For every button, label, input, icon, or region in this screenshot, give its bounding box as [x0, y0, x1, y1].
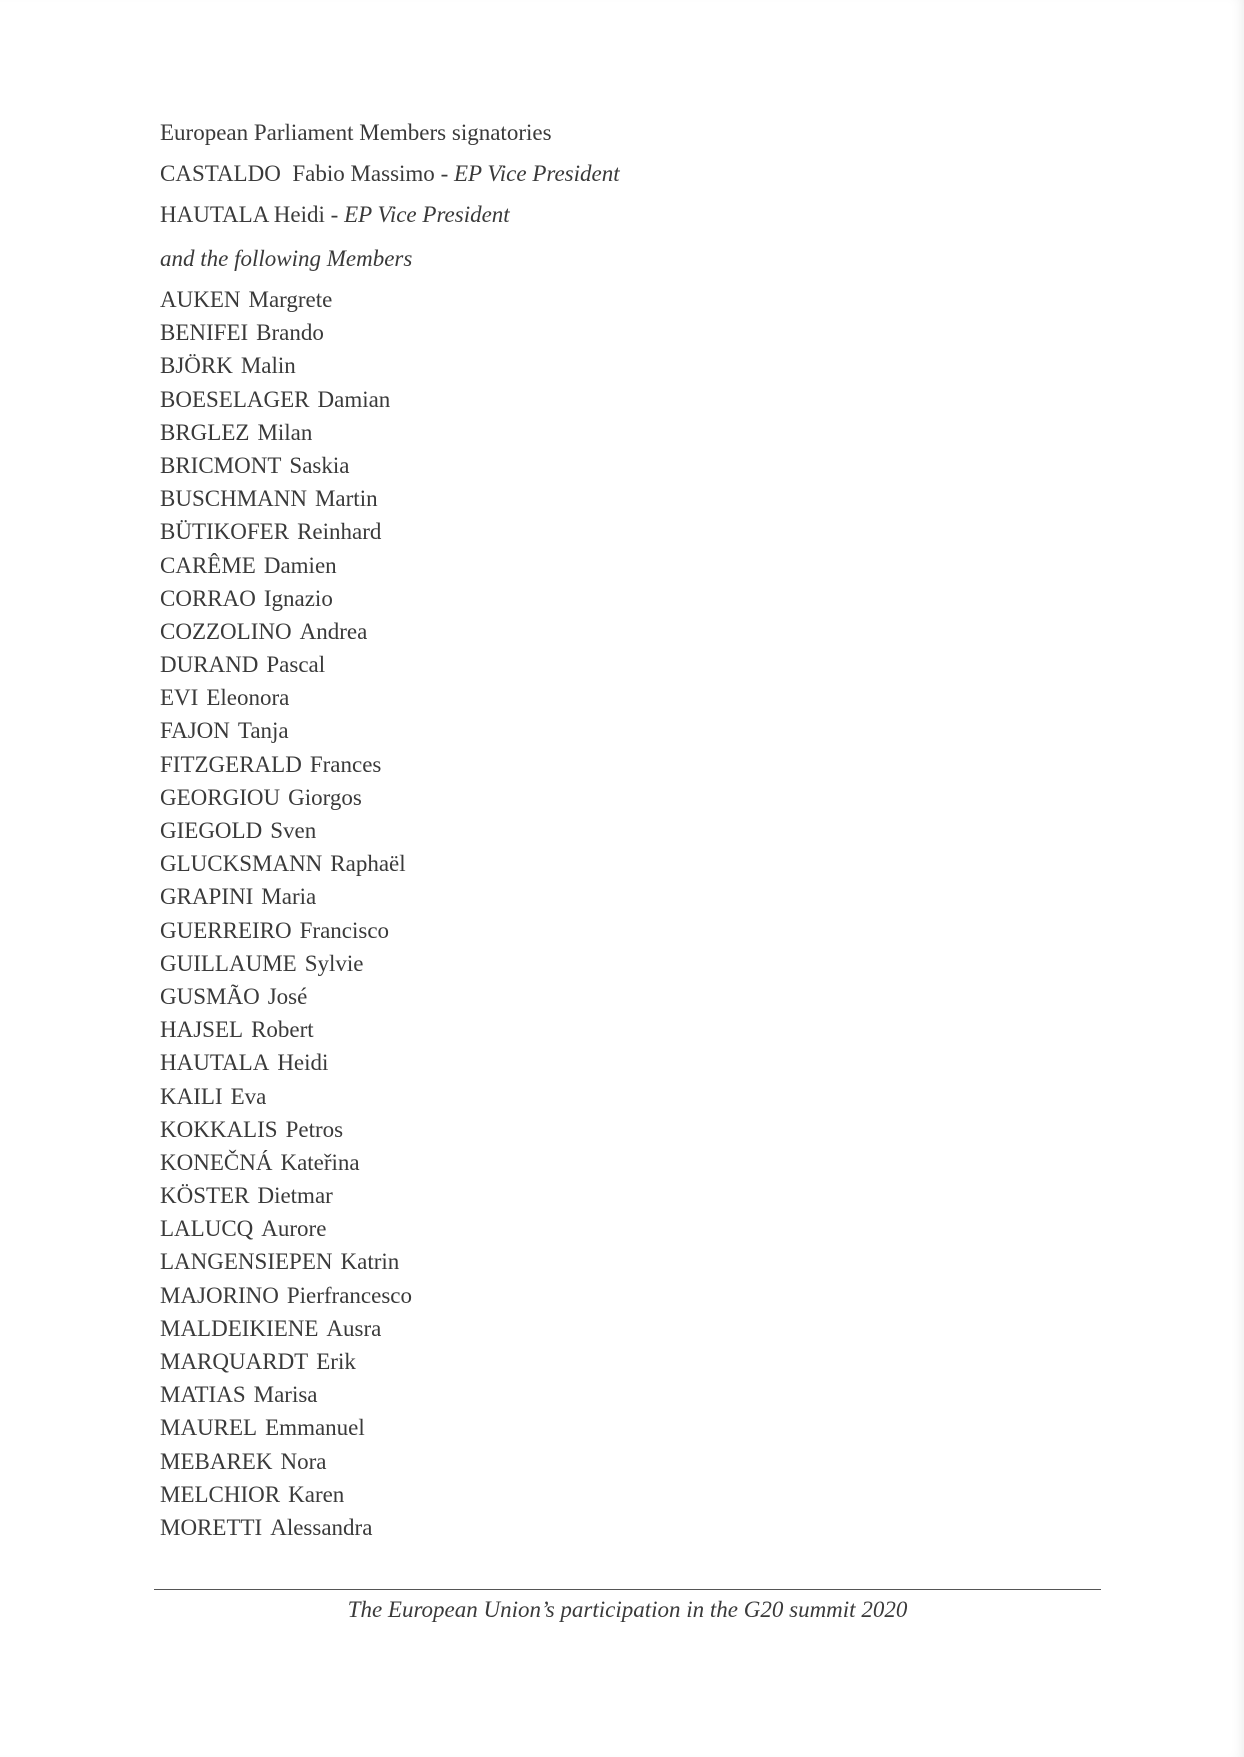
member-surname: BOESELAGER	[160, 386, 310, 412]
member-surname: BUSCHMANN	[160, 486, 307, 512]
member-list-item	[160, 316, 620, 349]
member-given-name: Giorgos	[288, 784, 362, 810]
member-given-name: Marisa	[253, 1382, 318, 1408]
member-list-item	[160, 1411, 620, 1444]
member-given-name: Martin	[314, 486, 378, 512]
member-list-item	[160, 1080, 620, 1113]
member-given-name: José	[267, 983, 308, 1009]
member-given-name: Nora	[280, 1448, 327, 1474]
member-given-name: Francisco	[299, 917, 390, 943]
member-surname: GUERREIRO	[160, 917, 292, 943]
role-separator: -	[434, 161, 454, 186]
vice-president-list	[160, 153, 620, 235]
member-list-item	[160, 814, 620, 847]
member-list-item	[160, 482, 620, 515]
member-given-name: Emmanuel	[265, 1415, 365, 1441]
member-surname: KÖSTER	[160, 1183, 250, 1209]
member-surname: FITZGERALD	[160, 751, 302, 777]
member-surname: LANGENSIEPEN	[160, 1249, 333, 1275]
vice-president-name: HAUTALA Heidi	[160, 202, 325, 227]
member-given-name: Damian	[317, 386, 391, 412]
member-given-name: Maria	[261, 884, 317, 910]
member-given-name: Erik	[316, 1349, 356, 1374]
member-surname: CARÊME	[160, 552, 256, 578]
member-surname: MAJORINO	[160, 1282, 279, 1308]
member-given-name: Raphaël	[330, 851, 406, 877]
member-surname: KONEČNÁ	[160, 1149, 273, 1175]
member-given-name: Reinhard	[297, 519, 382, 545]
member-surname: KAILI	[160, 1083, 223, 1109]
member-given-name: Katrin	[340, 1249, 400, 1275]
member-surname: MARQUARDT	[160, 1349, 309, 1374]
member-surname: MEBAREK	[160, 1448, 273, 1474]
member-list-item	[160, 980, 620, 1013]
role-separator: -	[324, 202, 345, 227]
vice-president-line	[160, 153, 620, 194]
member-given-name: Karen	[288, 1481, 345, 1507]
member-given-name: Dietmar	[257, 1183, 333, 1209]
member-list-item	[160, 416, 620, 449]
member-list-item	[160, 549, 620, 582]
member-list-item	[160, 1245, 620, 1278]
member-surname: BRGLEZ	[160, 419, 250, 445]
member-list-item	[160, 349, 620, 382]
member-given-name: Eva	[230, 1083, 267, 1109]
member-given-name: Brando	[256, 320, 324, 346]
member-surname: MATIAS	[160, 1382, 246, 1408]
member-given-name: Kateřina	[280, 1149, 360, 1175]
member-surname: HAUTALA	[160, 1050, 270, 1076]
member-given-name: Pierfrancesco	[286, 1282, 412, 1308]
member-list-item	[160, 880, 620, 913]
member-list-item	[160, 1046, 620, 1079]
member-surname: FAJON	[160, 718, 230, 744]
member-list-item	[160, 1013, 620, 1046]
member-surname: BÜTIKOFER	[160, 519, 290, 545]
member-surname: CORRAO	[160, 585, 256, 611]
vice-president-line	[160, 194, 620, 235]
member-given-name: Tanja	[237, 718, 289, 744]
member-list-item	[160, 1378, 620, 1411]
member-list-item	[160, 1312, 620, 1345]
member-surname: BJÖRK	[160, 353, 233, 379]
member-surname: GRAPINI	[160, 884, 254, 910]
member-surname: DURAND	[160, 652, 259, 678]
member-list-item	[160, 914, 620, 947]
member-given-name: Sylvie	[304, 950, 364, 976]
member-list-item	[160, 1345, 620, 1378]
member-list-item	[160, 681, 620, 714]
member-surname: MALDEIKIENE	[160, 1315, 319, 1341]
member-surname: AUKEN	[160, 287, 241, 312]
footer-divider	[154, 1589, 1101, 1590]
member-list-item	[160, 615, 620, 648]
member-surname: MAUREL	[160, 1415, 258, 1441]
member-list-item	[160, 714, 620, 747]
member-given-name: Eleonora	[206, 685, 290, 711]
member-given-name: Andrea	[299, 618, 368, 644]
member-surname: HAJSEL	[160, 1017, 244, 1043]
member-surname: BENIFEI	[160, 320, 249, 346]
member-surname: GUSMÃO	[160, 983, 260, 1009]
member-list-item	[160, 1212, 620, 1245]
member-given-name: Damien	[263, 552, 337, 578]
member-list-item	[160, 283, 620, 316]
member-list-item	[160, 748, 620, 781]
member-given-name: Petros	[285, 1116, 344, 1142]
member-given-name: Saskia	[289, 452, 350, 478]
member-surname: KOKKALIS	[160, 1116, 278, 1142]
member-list-item	[160, 1279, 620, 1312]
member-list-item	[160, 383, 620, 416]
member-list-item	[160, 947, 620, 980]
member-surname: GIEGOLD	[160, 818, 263, 843]
member-list-item	[160, 449, 620, 482]
vice-president-role: EP Vice President	[344, 202, 510, 227]
member-list-item	[160, 781, 620, 814]
member-given-name: Heidi	[277, 1050, 329, 1076]
signatories-section	[160, 112, 620, 1544]
member-list	[160, 283, 620, 1544]
vice-president-name: CASTALDO Fabio Massimo	[160, 161, 435, 186]
member-given-name: Robert	[251, 1017, 314, 1043]
member-list-item	[160, 1179, 620, 1212]
page-footer: The European Union’s participation in the G20 summit 2020	[347, 1597, 908, 1622]
member-list-item	[160, 1113, 620, 1146]
member-surname: MORETTI	[160, 1514, 263, 1540]
member-given-name: Milan	[257, 419, 313, 445]
member-list-item	[160, 1478, 620, 1511]
following-members-label: and the following Members	[160, 246, 413, 271]
member-given-name: Alessandra	[270, 1514, 373, 1540]
member-surname: LALUCQ	[160, 1216, 254, 1242]
member-given-name: Malin	[240, 353, 296, 379]
member-list-item	[160, 1146, 620, 1179]
signatories-heading: European Parliament Members signatories	[160, 120, 552, 145]
member-given-name: Sven	[270, 818, 317, 843]
member-list-item	[160, 1511, 620, 1544]
member-given-name: Ausra	[326, 1315, 382, 1341]
member-list-item	[160, 648, 620, 681]
member-list-item	[160, 1445, 620, 1478]
member-given-name: Pascal	[266, 652, 326, 678]
member-surname: EVI	[160, 685, 199, 711]
member-surname: MELCHIOR	[160, 1481, 281, 1507]
member-surname: BRICMONT	[160, 452, 282, 478]
member-surname: GUILLAUME	[160, 950, 297, 976]
member-list-item	[160, 515, 620, 548]
member-surname: GEORGIOU	[160, 784, 281, 810]
vice-president-role: EP Vice President	[453, 161, 620, 186]
member-list-item	[160, 582, 620, 615]
member-given-name: Ignazio	[263, 585, 333, 611]
member-list-item	[160, 847, 620, 880]
member-given-name: Aurore	[261, 1216, 327, 1242]
member-surname: GLUCKSMANN	[160, 851, 323, 877]
member-surname: COZZOLINO	[160, 618, 292, 644]
member-given-name: Margrete	[248, 287, 333, 312]
member-given-name: Frances	[309, 751, 382, 777]
